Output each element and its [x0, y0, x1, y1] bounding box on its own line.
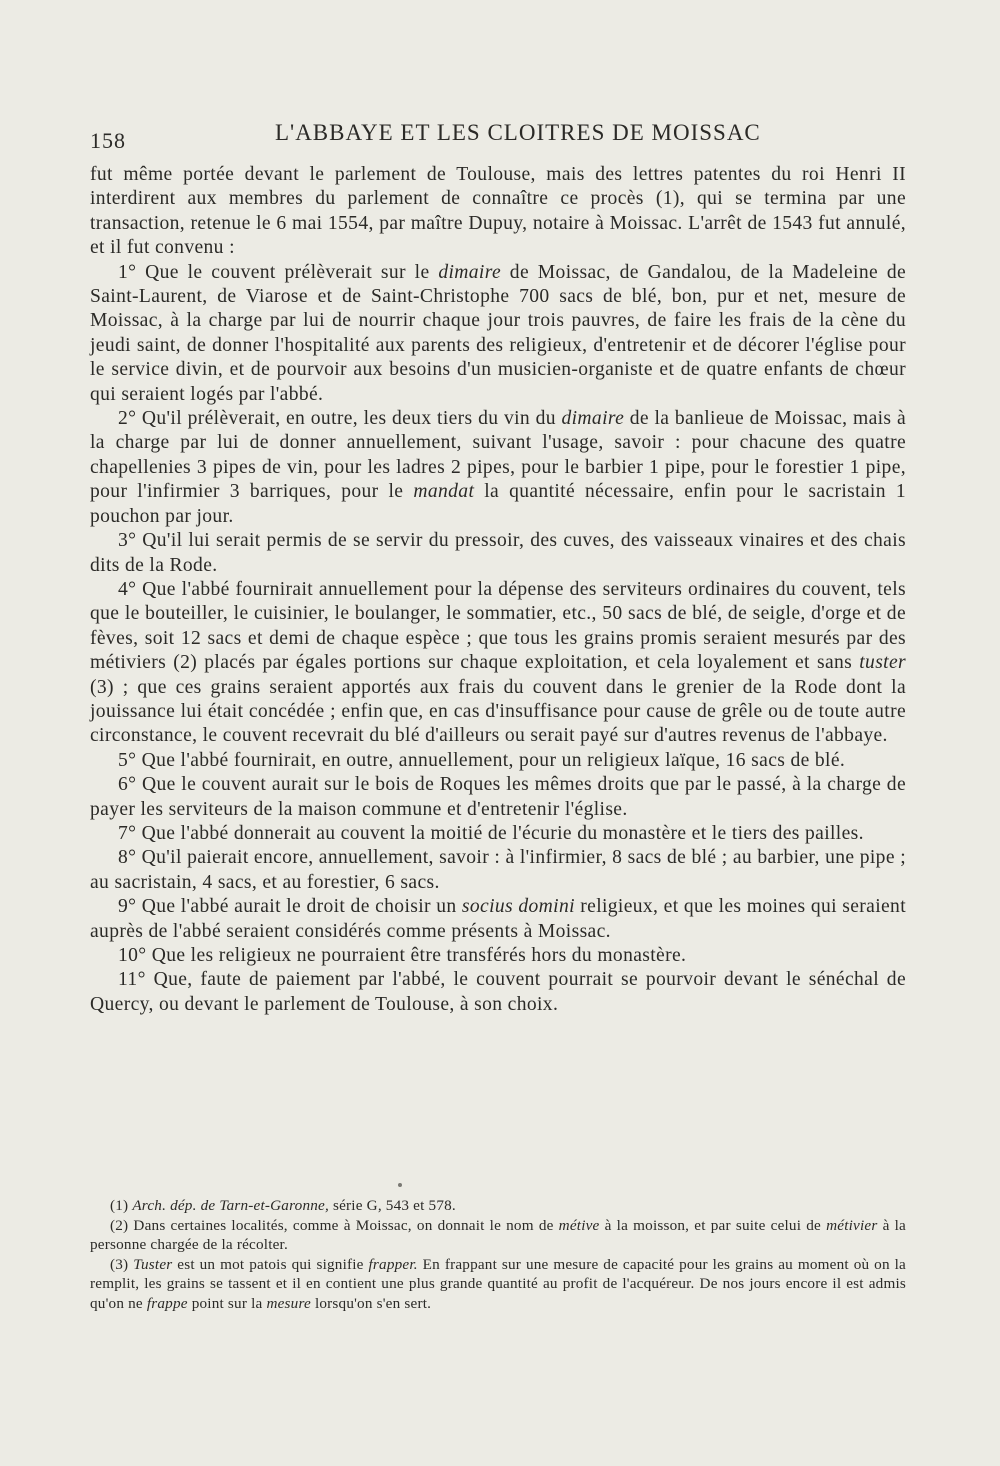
article-2: 2° Qu'il prélèverait, en outre, les deux tiers du vin du dimaire de la banlieue de Moissac, mais à la charge par lui de donner annuellement, suivant l'usage, savoir : pour chacune des quatre chapellenies 3 pipes de vin, pour les ladres 2 pipes, pour le barbier 1 pipe, pour le forestier 1 pipe, pour l'infirmier 3 barriques, pour le mandat la quantité nécessaire, enfin pour le sacristain 1 pouchon par jour.	[90, 408, 907, 527]
footnote-separator	[398, 1183, 402, 1187]
article-5: 5° Que l'abbé fournirait, en outre, annuellement, pour un religieux laïque, 16 sacs de blé.	[118, 749, 846, 771]
footnote-3: (3) Tuster est un mot patois qui signifie frapper. En frappant sur une mesure de capacité pour les grains au moment où on la remplit, les grains se tassent et il en contient une plus grande quantité au profit de l'acquéreur. De nos jours encore il est admis qu'on ne frappe point sur la mesure lorsqu'on s'en sert.	[90, 1255, 906, 1312]
footnote-1: (1) Arch. dép. de Tarn-et-Garonne, série G, 543 et 578.	[110, 1197, 456, 1214]
article-3: 3° Qu'il lui serait permis de se servir du pressoir, des cuves, des vaisseaux vinaires et des chais dits de la Rode.	[90, 530, 906, 576]
body-text	[90, 163, 906, 1017]
article-9: 9° Que l'abbé aurait le droit de choisir un socius domini religieux, et que les moines qui seraient auprès de l'abbé seraient considérés comme présents à Moissac.	[90, 896, 906, 942]
page-header	[90, 120, 906, 160]
page-number: 158	[90, 128, 126, 153]
article-4: 4° Que l'abbé fournirait annuellement pour la dépense des serviteurs ordinaires du couvent, tels que le bouteiller, le cuisinier, le boulanger, le sommatier, etc., 50 sacs de blé, de seigle, d'orge et de fèves, soit 12 sacs et demi de chaque espèce ; que tous les grains promis seraient mesurés par des métiviers (2) placés par égales portions sur chaque exploitation, et cela loyalement et sans tuster (3) ; que ces grains seraient apportés aux frais du couvent dans le grenier de la Rode dont la jouissance lui était concédée ; enfin que, en cas d'insuffisance pour cause de grêle ou de toute autre circonstance, le couvent recevrait du blé d'ailleurs ou serait payé sur d'autres revenus de l'abbaye.	[90, 578, 906, 747]
article-1: 1° Que le couvent prélèverait sur le dimaire de Moissac, de Gandalou, de la Madeleine de Saint-Laurent, de Viarose et de Saint-Christophe 700 sacs de blé, bon, pur et net, mesure de Moissac, à la charge par lui de nourrir chaque jour trois pauvres, de faire les frais de la cène du jeudi saint, de donner l'hospitalité aux parents des religieux, d'entretenir et de décorer l'église pour le service divin, et de pourvoir aux besoins d'un musicien-organiste et de quatre enfants de chœur qui seraient logés par l'abbé.	[90, 261, 907, 405]
intro-paragraph: fut même portée devant le parlement de Toulouse, mais des lettres patentes du roi Henri II interdirent aux membres du parlement de connaître ce procès (1), qui se termina par une transaction, retenue le 6 mai 1554, par maître Dupuy, notaire à Moissac. L'arrêt de 1543 fut annulé, et il fut convenu :	[90, 164, 906, 259]
article-8: 8° Qu'il paierait encore, annuellement, savoir : à l'infirmier, 8 sacs de blé ; au barbier, une pipe ; au sacristain, 4 sacs, et au forestier, 6 sacs.	[90, 847, 906, 893]
running-title: L'ABBAYE ET LES CLOITRES DE MOISSAC	[275, 120, 761, 145]
article-7: 7° Que l'abbé donnerait au couvent la moitié de l'écurie du monastère et le tiers des pailles.	[118, 822, 864, 844]
article-10: 10° Que les religieux ne pourraient être transférés hors du monastère.	[118, 945, 687, 966]
footnotes	[90, 1196, 906, 1314]
footnote-2: (2) Dans certaines localités, comme à Moissac, on donnait le nom de métive à la moisson, et par suite celui de métivier à la personne chargée de la récolter.	[90, 1216, 906, 1254]
article-6: 6° Que le couvent aurait sur le bois de Roques les mêmes droits que par le passé, à la charge de payer les serviteurs de la maison commune et d'entretenir l'église.	[90, 774, 906, 820]
article-11: 11° Que, faute de paiement par l'abbé, le couvent pourrait se pourvoir devant le sénéchal de Quercy, ou devant le parlement de Toulouse, à son choix.	[90, 969, 906, 1015]
